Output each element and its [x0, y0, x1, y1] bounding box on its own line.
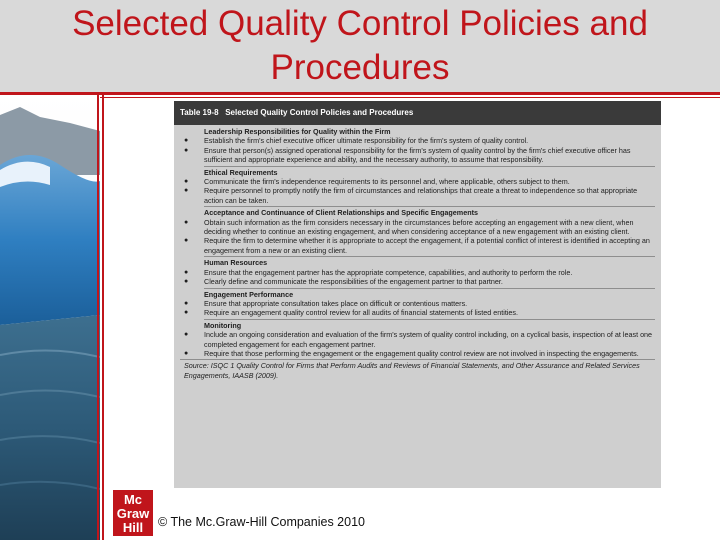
section-heading: Monitoring	[204, 320, 242, 330]
section-heading: Acceptance and Continuance of Client Relationships and Specific Engagements	[204, 208, 478, 218]
bullet-icon: ●	[184, 137, 189, 145]
title-divider-thin	[0, 97, 720, 98]
table-source: Source: ISQC 1 Quality Control for Firms that Perform Audits and Reviews of Financial Statements, and Other Assurance and Related Services Engagements, IAASB (2009).	[184, 361, 640, 380]
bullet-icon: ●	[184, 349, 189, 357]
copyright-text: © The Mc.Graw-Hill Companies 2010	[158, 515, 365, 529]
table-label: Table 19-8	[180, 108, 219, 117]
table-body	[174, 125, 661, 380]
bullet-icon: ●	[184, 146, 189, 154]
table-header	[174, 101, 661, 125]
table-heading: Selected Quality Control Policies and Procedures	[225, 108, 414, 117]
quality-control-table	[174, 101, 661, 488]
slide-title: Selected Quality Control Policies and Procedures	[72, 4, 648, 87]
policy-item: ● Clearly define and communicate the responsibilities of the engagement partner to that partner.	[184, 277, 503, 287]
policy-item: ● Include an ongoing consideration and evaluation of the firm's system of quality control including, on a cyclical basis, inspection of at least one completed engagement for each engagement partner.	[184, 330, 653, 349]
table-divider	[204, 319, 655, 320]
bullet-icon: ●	[184, 309, 189, 317]
table-divider	[204, 206, 655, 207]
title-divider	[0, 92, 720, 95]
bullet-icon: ●	[184, 278, 189, 286]
section-heading: Ethical Requirements	[204, 167, 278, 177]
table-divider	[204, 288, 655, 289]
bullet-icon: ●	[184, 178, 189, 186]
policy-item: ● Ensure that appropriate consultation takes place on difficult or contentious matters.	[184, 298, 468, 308]
table-divider	[180, 359, 655, 360]
section-heading: Leadership Responsibilities for Quality within the Firm	[204, 127, 391, 136]
policy-item: ● Require that those performing the engagement or the engagement quality control review are not involved in inspecting the engagements.	[184, 348, 639, 358]
bullet-icon: ●	[184, 299, 189, 307]
policy-item: ● Ensure that person(s) assigned operational responsibility for the firm's system of quality control by the firm's chief executive officer has sufficient and appropriate experience and ability, and the necessary authority, to assume that responsibility.	[184, 145, 631, 165]
policy-item: ● Require the firm to determine whether it is appropriate to accept the engagement, if a potential conflict of interest is identified in accepting an engagement from a new or an existing client.	[184, 236, 650, 255]
bullet-icon: ●	[184, 218, 189, 226]
section-heading: Human Resources	[204, 258, 268, 268]
mcgraw-hill-logo: Mc Graw Hill	[113, 490, 153, 536]
bullet-icon: ●	[184, 331, 189, 339]
policy-item: ● Require personnel to promptly notify the firm of circumstances and relationships that create a threat to independence so that appropriate action can be taken.	[184, 186, 638, 205]
bullet-icon: ●	[184, 268, 189, 276]
policy-item: ● Communicate the firm's independence requirements to its personnel and, where applicable, others subject to them.	[184, 177, 570, 187]
iceberg-photo	[0, 95, 100, 540]
bullet-icon: ●	[184, 187, 189, 195]
policy-item: ● Require an engagement quality control review for all audits of financial statements of listed entities.	[184, 308, 519, 318]
policy-item: ● Establish the firm's chief executive officer ultimate responsibility for the firm's system of quality control.	[184, 136, 529, 146]
photo-divider-2	[102, 95, 104, 540]
bullet-icon: ●	[184, 237, 189, 245]
section-heading: Engagement Performance	[204, 289, 294, 299]
table-divider	[204, 256, 655, 257]
photo-divider	[97, 95, 99, 540]
policy-item: ● Ensure that the engagement partner has the appropriate competence, capabilities, and authority to perform the role.	[184, 267, 573, 277]
table-divider	[204, 166, 655, 167]
policy-item: ● Obtain such information as the firm considers necessary in the circumstances before accepting an engagement with a new client, when deciding whether to continue an existing engagement, and when considering acceptance of a new engagement with an existing client.	[184, 217, 634, 237]
title-bar	[0, 0, 720, 92]
